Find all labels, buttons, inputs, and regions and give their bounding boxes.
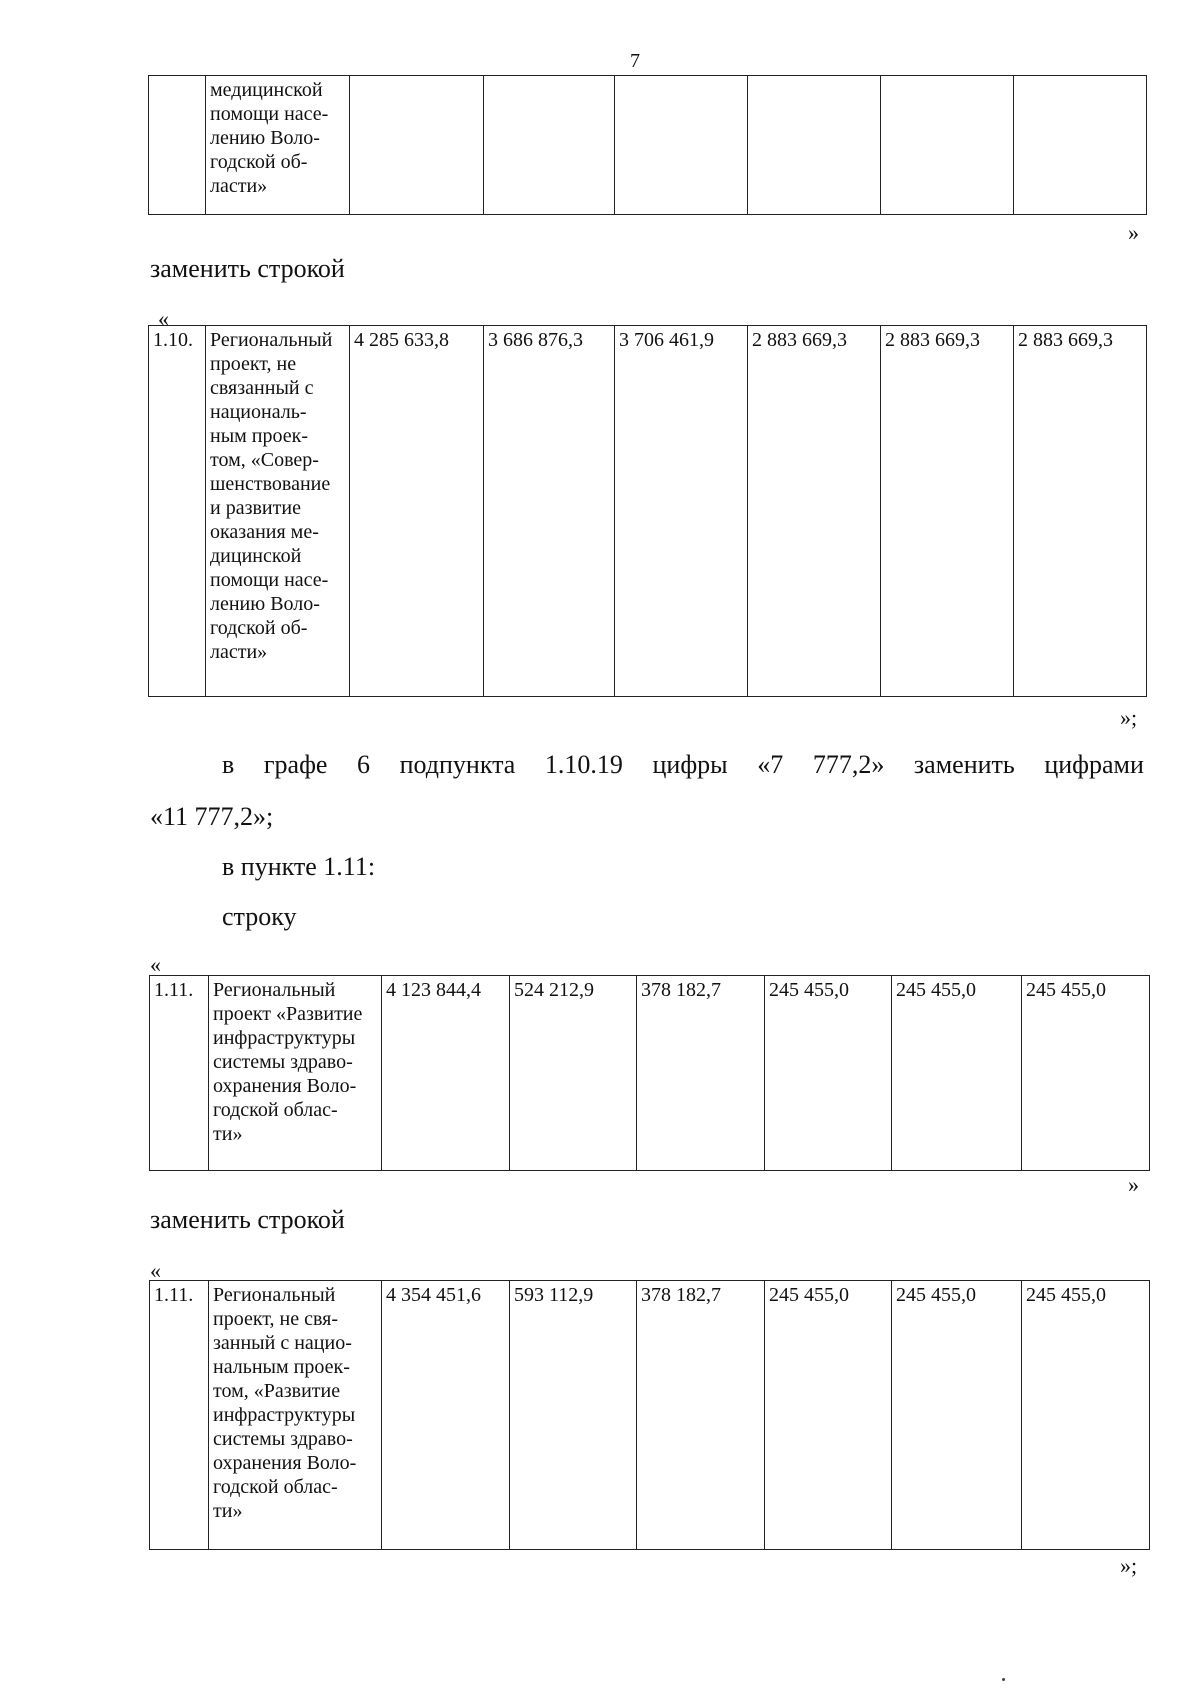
scan-speck	[1002, 1678, 1005, 1681]
table-cell-value: 2 883 669,3	[1014, 326, 1147, 697]
table-cell-number: 1.10.	[149, 326, 206, 697]
table-row-1-11-old	[149, 975, 1150, 1171]
paragraph-row-word: строку	[222, 902, 297, 931]
opening-quote: «	[158, 306, 169, 331]
table-cell-value	[350, 76, 484, 215]
word: подпункта	[399, 750, 516, 779]
table-cell-value: 378 182,7	[637, 976, 765, 1171]
table-cell-value: 4 285 633,8	[350, 326, 484, 697]
table-cell-value: 245 455,0	[1022, 976, 1150, 1171]
table-cell-value: 245 455,0	[765, 976, 892, 1171]
replace-with-text: заменить строкой	[150, 254, 345, 283]
table-cell-value: 593 112,9	[510, 1281, 637, 1550]
word: графе	[263, 750, 328, 779]
table-cell-value: 524 212,9	[510, 976, 637, 1171]
table-cell-value: 2 883 669,3	[881, 326, 1014, 697]
table-cell-number	[149, 76, 206, 215]
table-cell-value: 3 686 876,3	[484, 326, 615, 697]
page-number: 7	[630, 50, 640, 72]
closing-quote: »	[1128, 1172, 1139, 1197]
table-cell-value	[484, 76, 615, 215]
table-cell-value: 2 883 669,3	[748, 326, 881, 697]
table-cell-value: 245 455,0	[892, 1281, 1022, 1550]
opening-quote: «	[150, 952, 161, 977]
table-cell-value	[615, 76, 748, 215]
table-cell-value: 3 706 461,9	[615, 326, 748, 697]
table-cell-value	[881, 76, 1014, 215]
table-cell-value: 4 123 844,4	[382, 976, 510, 1171]
paragraph-item-1-11: в пункте 1.11:	[222, 852, 376, 881]
paragraph-graph6-line2: «11 777,2»;	[150, 802, 274, 831]
word: 777,2»	[812, 750, 885, 779]
table-row	[149, 76, 1147, 215]
table-row	[150, 1281, 1150, 1550]
closing-quote: »;	[1120, 705, 1138, 730]
table-cell-name: Региональный проект «Развитие инфраструктуры системы здраво- охранения Воло- годской облас- ти»	[209, 976, 382, 1171]
table-cell-value: 245 455,0	[765, 1281, 892, 1550]
table-cell-value: 245 455,0	[1022, 1281, 1150, 1550]
table-cell-number: 1.11.	[150, 976, 209, 1171]
paragraph-graph6-line1	[222, 748, 1144, 782]
table-row	[150, 976, 1150, 1171]
table-cell-value	[748, 76, 881, 215]
table-cell-name: Региональный проект, не связанный с националь- ным проек- том, «Совер- шенствование и развитие оказания ме- дицинской помощи насе- лению Воло- годской об- ласти»	[206, 326, 350, 697]
table-cell-number: 1.11.	[150, 1281, 209, 1550]
word: заменить	[913, 750, 1015, 779]
table-cell-name: медицинской помощи насе- лению Воло- годской об- ласти»	[206, 76, 350, 215]
table-row-1-11-new	[149, 1280, 1150, 1550]
word: в	[222, 750, 235, 779]
table-cell-value: 4 354 451,6	[382, 1281, 510, 1550]
table-cell-name: Региональный проект, не свя- занный с нацио- нальным проек- том, «Развитие инфраструктуры системы здраво- охранения Воло- годской облас- ти»	[209, 1281, 382, 1550]
table-fragment-top	[148, 75, 1147, 215]
table-row	[149, 326, 1147, 697]
table-cell-value: 245 455,0	[892, 976, 1022, 1171]
word: цифрами	[1044, 750, 1144, 779]
word: «7	[757, 750, 784, 779]
table-cell-value	[1014, 76, 1147, 215]
closing-quote: »	[1128, 220, 1139, 245]
table-row-1-10	[148, 325, 1147, 697]
table-cell-value: 378 182,7	[637, 1281, 765, 1550]
word: 1.10.19	[544, 750, 623, 779]
opening-quote: «	[150, 1258, 161, 1283]
closing-quote: »;	[1120, 1553, 1138, 1578]
word: 6	[357, 750, 371, 779]
replace-with-text: заменить строкой	[150, 1205, 345, 1234]
word: цифры	[652, 750, 728, 779]
